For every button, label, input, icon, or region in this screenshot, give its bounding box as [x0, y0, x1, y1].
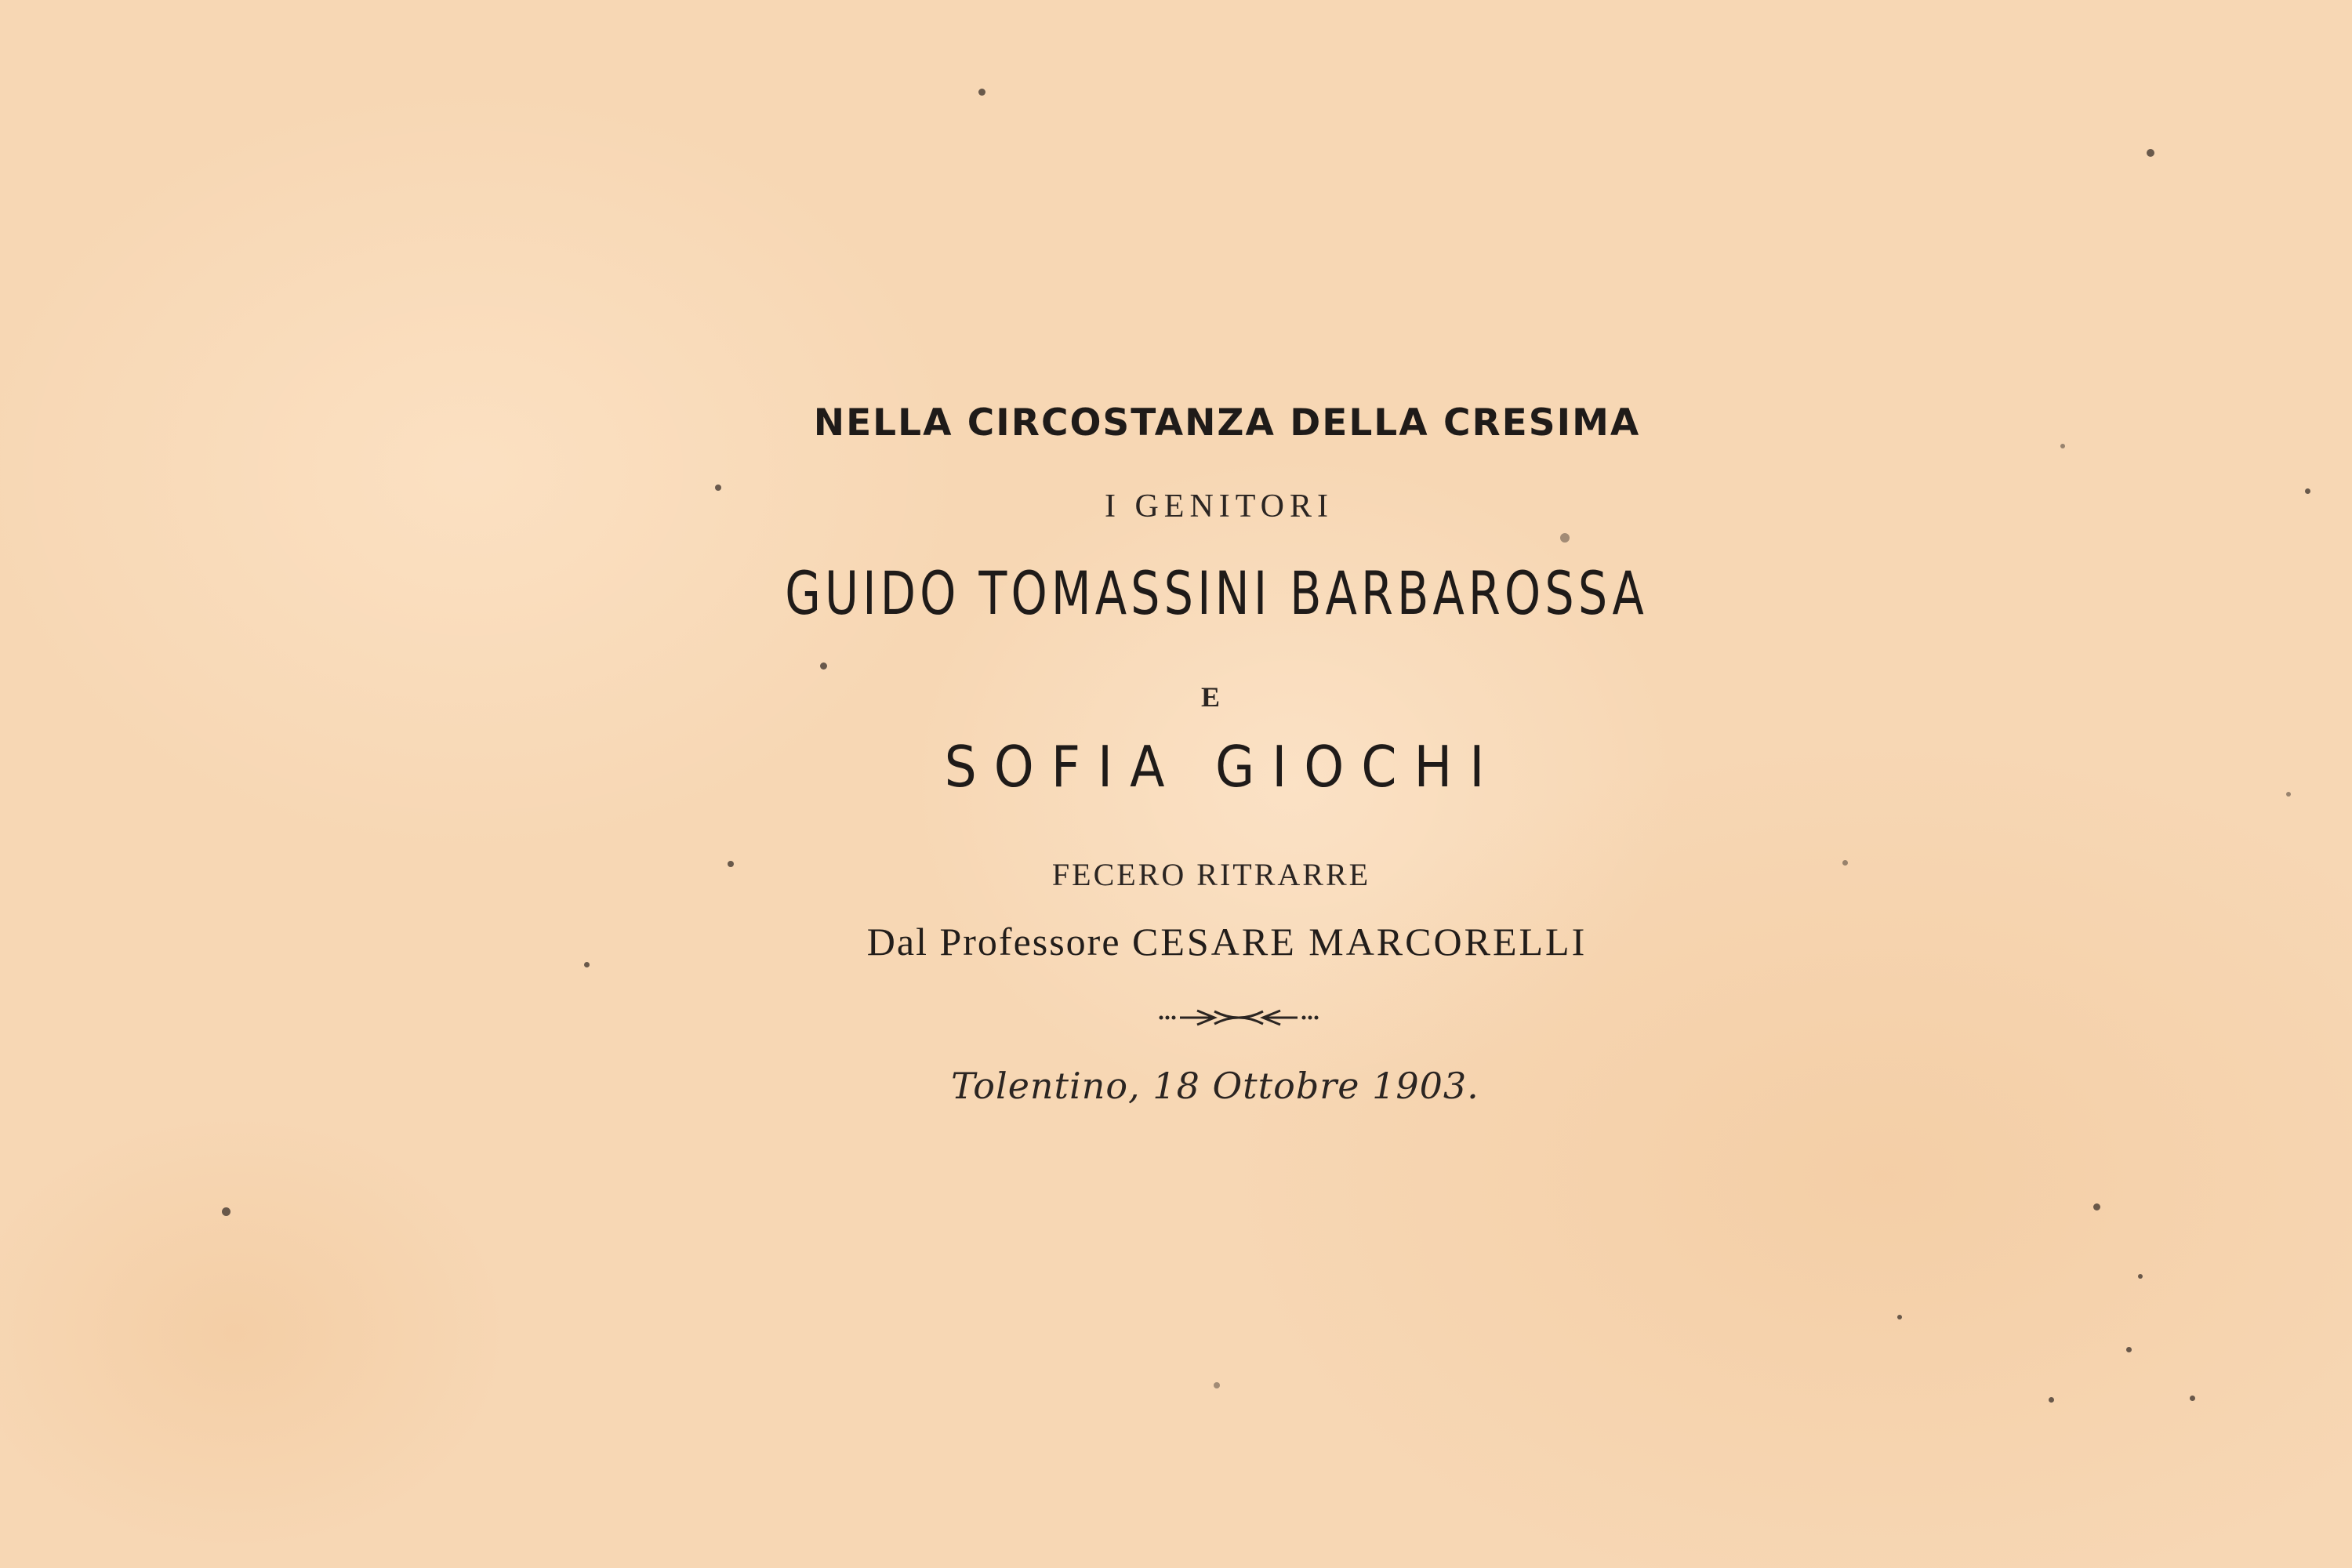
dedication-heading: NELLA CIRCOSTANZA DELLA CRESIMA: [813, 401, 1641, 445]
paper-speck: [1560, 533, 1570, 543]
paper-speck: [2190, 1396, 2195, 1401]
action-line: FECERO RITRARRE: [1051, 857, 1371, 892]
paper-speck: [2093, 1203, 2100, 1210]
paper-speck: [1214, 1382, 1220, 1388]
ornament-divider-icon: [1156, 1002, 1321, 1033]
artist-line: [0, 919, 2352, 964]
artist-prefix: Dal Professore: [866, 920, 1121, 964]
father-name: GUIDO TOMASSINI BARBAROSSA: [785, 558, 1648, 628]
paper-speck: [2049, 1397, 2054, 1403]
place-date: Tolentino, 18 Ottobre 1903.: [951, 1065, 1479, 1107]
paper-speck: [978, 89, 985, 96]
mother-name: SOFIA GIOCHI: [944, 734, 1502, 800]
paper-speck: [820, 662, 827, 670]
artist-name: CESARE MARCORELLI: [1132, 920, 1588, 964]
paper-speck: [222, 1207, 230, 1216]
paper-speck: [2138, 1274, 2143, 1279]
parents-subheading: I GENITORI: [1104, 488, 1334, 524]
paper-speck: [2126, 1347, 2132, 1352]
conjunction: E: [1200, 681, 1221, 713]
paper-speck: [1897, 1315, 1902, 1319]
paper-speck: [2147, 149, 2154, 157]
